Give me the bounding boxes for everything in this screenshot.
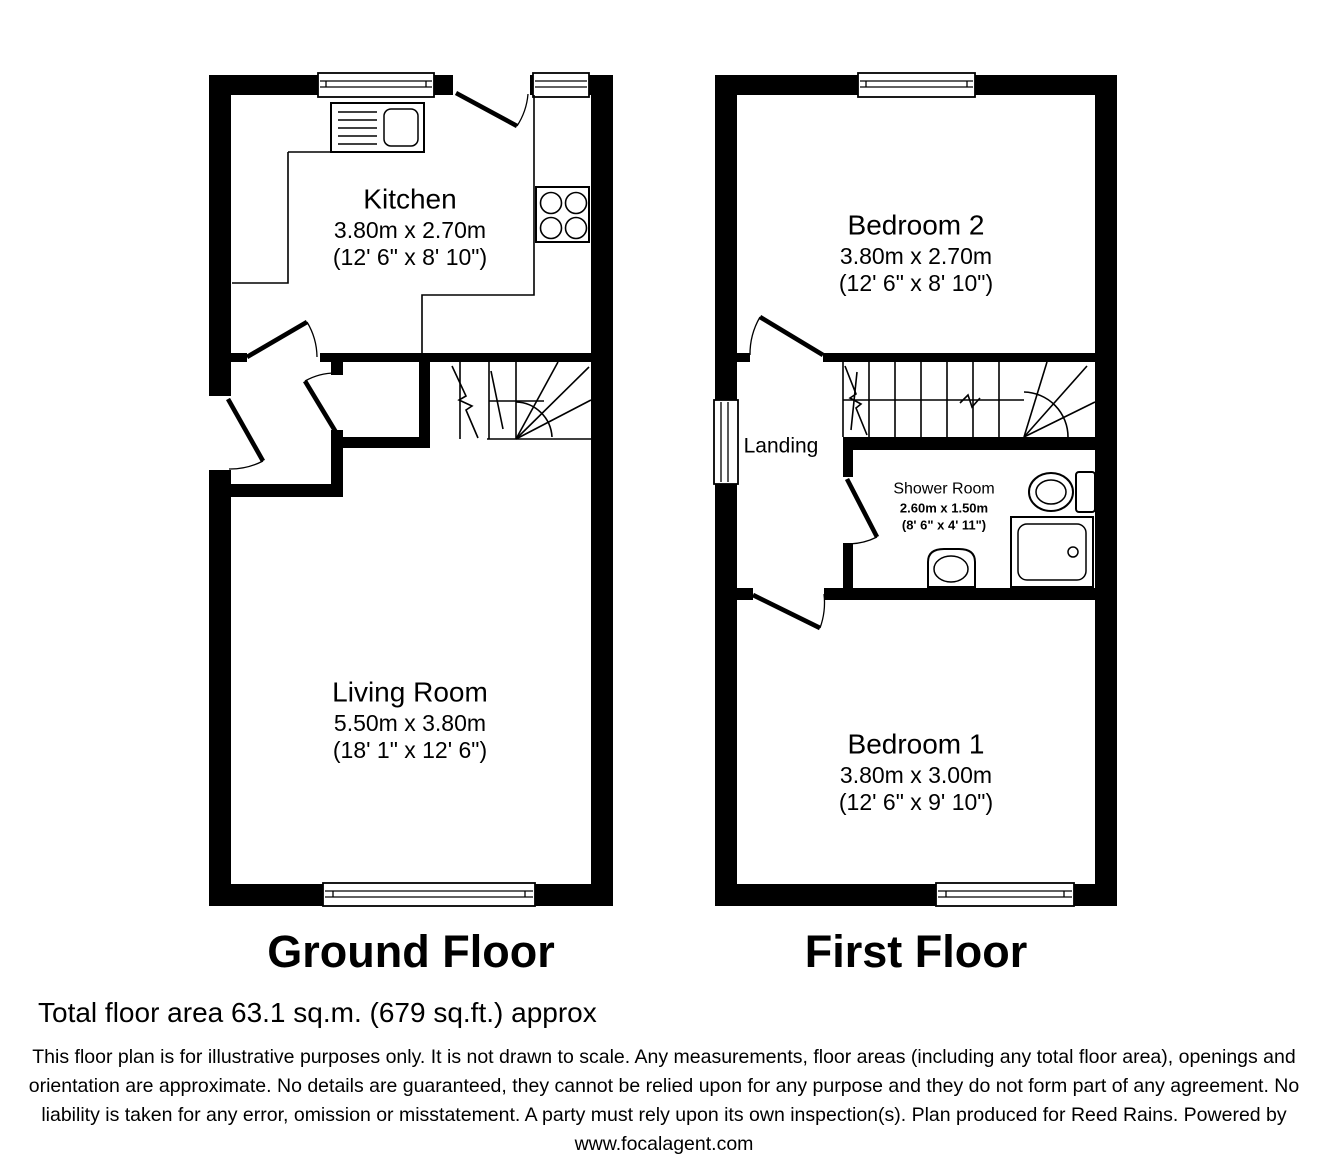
sink-icon xyxy=(331,103,424,152)
shower-room-imperial-dimensions: (8' 6" x 4' 11") xyxy=(901,517,987,533)
bedroom2-metric-dimensions: 3.80m x 2.70m xyxy=(839,243,993,269)
shower-room-label: Shower Room xyxy=(893,480,995,498)
living-room-metric-dimensions: 5.50m x 3.80m xyxy=(333,710,487,736)
disclaimer-line: liability is taken for any error, omission or misstatement. A party must rely upon its own inspection(s). Plan produced for Reed Rains. Powered by xyxy=(41,1104,1287,1126)
shower-room-metric-dimensions: 2.60m x 1.50m xyxy=(899,500,989,516)
disclaimer xyxy=(0,1043,1328,1159)
living-room-imperial-dimensions: (18' 1" x 12' 6") xyxy=(332,737,488,763)
ground-floor-plan xyxy=(208,73,613,906)
disclaimer-line: orientation are approximate. No details are guaranteed, they cannot be relied upon for any purpose and they do not form part of any agreement. No xyxy=(28,1075,1300,1097)
bedroom1-label-group xyxy=(839,729,993,816)
toilet-icon xyxy=(1029,472,1095,512)
shower-room-label-group xyxy=(893,481,994,533)
bedroom1-metric-dimensions: 3.80m x 3.00m xyxy=(839,762,993,788)
bedroom2-window-icon xyxy=(858,73,975,97)
kitchen-window-icon xyxy=(318,73,434,97)
hob-icon xyxy=(536,187,589,242)
kitchen-imperial-dimensions: (12' 6" x 8' 10") xyxy=(332,244,488,270)
bedroom2-label-group xyxy=(839,210,993,297)
bedroom1-window-icon xyxy=(936,883,1074,906)
bedroom2-label: Bedroom 2 xyxy=(847,209,985,241)
kitchen-small-window-icon xyxy=(533,73,589,97)
kitchen-label: Kitchen xyxy=(363,183,457,215)
living-room-label-group xyxy=(332,677,488,764)
landing-label-group xyxy=(744,435,819,458)
ground-floor-title: Ground Floor xyxy=(267,926,555,977)
first-floor-title: First Floor xyxy=(804,926,1028,977)
living-room-label: Living Room xyxy=(332,676,488,708)
living-room-window-icon xyxy=(323,883,535,906)
disclaimer-line: www.focalagent.com xyxy=(574,1133,754,1155)
landing-window-icon xyxy=(714,400,738,484)
shower-tray-icon xyxy=(1011,517,1093,587)
bedroom2-imperial-dimensions: (12' 6" x 8' 10") xyxy=(838,270,994,296)
bedroom1-label: Bedroom 1 xyxy=(847,728,985,760)
bedroom1-imperial-dimensions: (12' 6" x 9' 10") xyxy=(838,789,994,815)
kitchen-metric-dimensions: 3.80m x 2.70m xyxy=(333,217,487,243)
landing-label: Landing xyxy=(743,434,819,458)
total-floor-area: Total floor area 63.1 sq.m. (679 sq.ft.) approx xyxy=(38,997,597,1028)
first-floor-plan xyxy=(714,73,1117,906)
basin-icon xyxy=(928,549,975,587)
disclaimer-line: This floor plan is for illustrative purposes only. It is not drawn to scale. Any measurements, floor areas (including any total floor area), openings and xyxy=(32,1046,1296,1068)
